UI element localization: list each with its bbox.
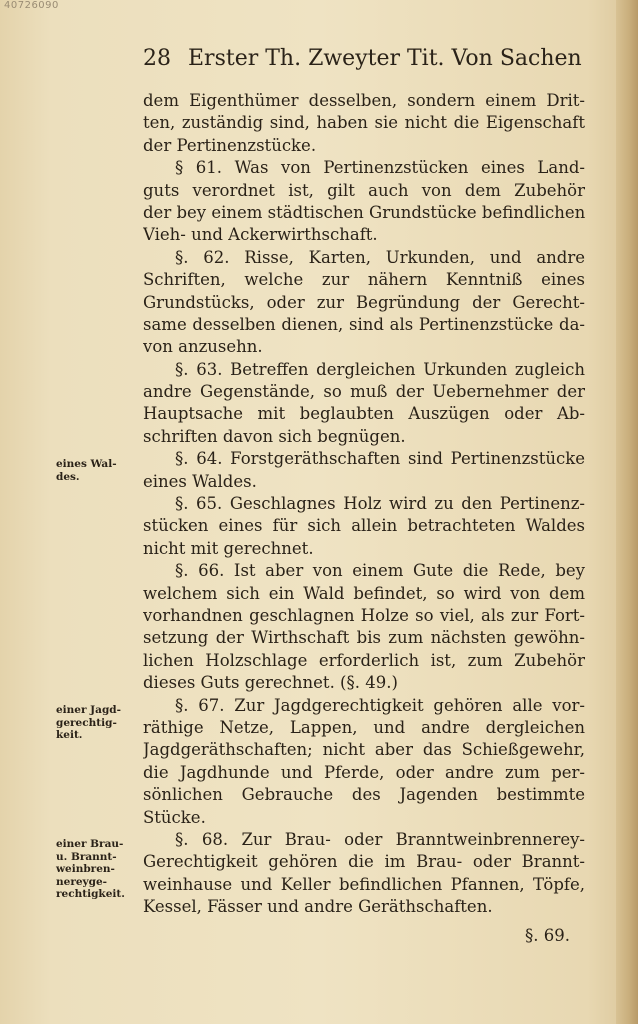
text-line: Grundstücks, oder zur Begründung der Gerecht- xyxy=(143,292,585,312)
margin-note-line: rechtigkeit. xyxy=(56,888,125,900)
text-line: welchem sich ein Wald befindet, so wird von dem xyxy=(143,583,585,603)
margin-note-brewing xyxy=(56,838,140,901)
text-line: §. 64. Forstgeräthschaften sind Pertinenzstücke xyxy=(175,449,585,469)
text-line: nicht mit gerechnet. xyxy=(143,538,314,558)
running-header xyxy=(143,46,583,76)
margin-note-line: eines Wal- xyxy=(56,458,117,470)
text-line: weinhause und Keller befindlichen Pfannen, Töpfe, xyxy=(143,874,585,894)
page-edge xyxy=(616,0,638,1024)
text-line: räthige Netze, Lappen, und andre dergleichen xyxy=(143,717,585,737)
running-title: Erster Th. Zweyter Tit. Von Sachen xyxy=(188,46,582,71)
text-line: Kessel, Fässer und andre Geräthschaften. xyxy=(143,897,493,917)
text-line: ten, zuständig sind, haben sie nicht die Eigenschaft xyxy=(143,113,585,133)
margin-note-line: einer Jagd- xyxy=(56,704,121,716)
margin-note-line: gerechtig- xyxy=(56,716,117,729)
body-text xyxy=(143,90,585,918)
text-line: vorhandnen geschlagnen Holze so viel, als zur Fort- xyxy=(143,605,585,625)
catchword: §. 69. xyxy=(525,926,570,945)
text-line: eines Waldes. xyxy=(143,471,257,491)
text-line: §. 66. Ist aber von einem Gute die Rede, bey xyxy=(175,561,585,581)
text-line: Hauptsache mit beglaubten Auszügen oder Ab- xyxy=(143,404,585,424)
text-line: §. 68. Zur Brau- oder Branntweinbrennerey- xyxy=(175,829,585,849)
library-stamp: 40726090 xyxy=(4,0,59,11)
margin-note-line: einer Brau- xyxy=(56,838,124,850)
margin-note-line: nereyge- xyxy=(56,875,108,888)
text-line: §. 63. Betreffen dergleichen Urkunden zugleich xyxy=(175,359,585,379)
text-line: §. 67. Zur Jagdgerechtigkeit gehören alle vor- xyxy=(175,695,585,715)
text-line: andre Gegenstände, so muß der Uebernehmer der xyxy=(143,382,585,402)
text-line: same desselben dienen, sind als Pertinenzstücke da- xyxy=(143,314,585,334)
text-line: dem Eigenthümer desselben, sondern einem Drit- xyxy=(143,91,585,110)
text-line: setzung der Wirthschaft bis zum nächsten gewöhn- xyxy=(143,628,585,648)
margin-note-line: des. xyxy=(56,470,80,483)
text-line: Stücke. xyxy=(143,807,206,827)
text-line: § 61. Was von Pertinenzstücken eines Land- xyxy=(175,158,585,178)
margin-note-forest xyxy=(56,458,140,483)
text-line: §. 62. Risse, Karten, Urkunden, und andre xyxy=(175,247,585,267)
text-line: der bey einem städtischen Grundstücke befindlichen xyxy=(143,202,585,222)
page-number: 28 xyxy=(143,46,171,71)
text-line: von anzusehn. xyxy=(143,337,263,357)
text-line: §. 65. Geschlagnes Holz wird zu den Pertinenz- xyxy=(175,494,585,514)
text-line: schriften davon sich begnügen. xyxy=(143,426,406,446)
text-line: sönlichen Gebrauche des Jagenden bestimmte xyxy=(143,785,585,805)
text-line: Gerechtigkeit gehören die im Brau- oder Brannt- xyxy=(143,852,585,872)
margin-note-line: keit. xyxy=(56,729,83,741)
margin-note-hunting xyxy=(56,704,140,742)
text-line: der Pertinenzstücke. xyxy=(143,135,317,155)
text-line: Schriften, welche zur nähern Kenntniß eines xyxy=(143,270,585,290)
margin-note-line: u. Brannt- xyxy=(56,850,117,863)
text-line: Vieh- und Ackerwirthschaft. xyxy=(143,225,378,245)
text-line: Jagdgeräthschaften; nicht aber das Schießgewehr, xyxy=(143,740,585,760)
margin-note-line: weinbren- xyxy=(56,863,115,875)
text-line: lichen Holzschlage erforderlich ist, zum Zubehör xyxy=(143,650,585,670)
text-line: guts verordnet ist, gilt auch von dem Zubehör xyxy=(143,180,585,200)
text-line: die Jagdhunde und Pferde, oder andre zum per- xyxy=(143,762,585,782)
text-line: stücken eines für sich allein betrachteten Waldes xyxy=(143,516,585,536)
text-line: dieses Guts gerechnet. (§. 49.) xyxy=(143,673,398,693)
